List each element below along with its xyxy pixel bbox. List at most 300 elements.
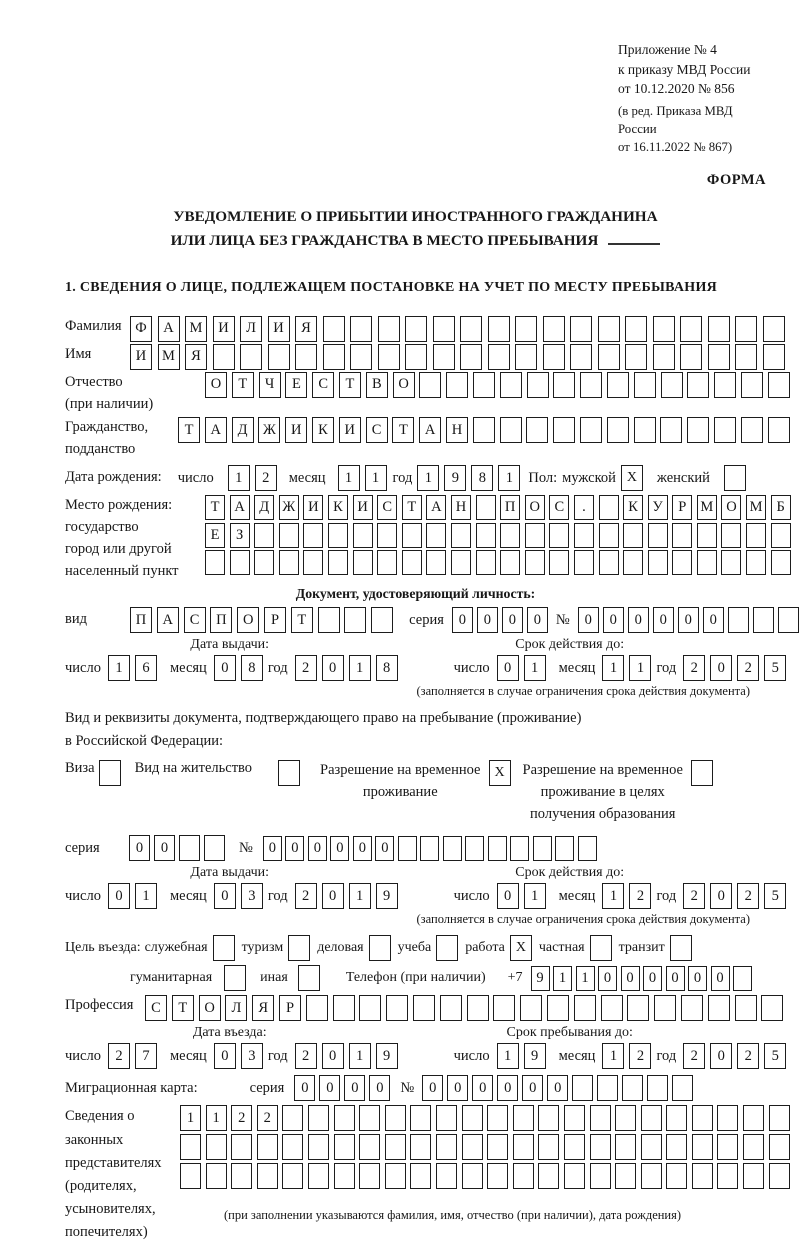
char-cell[interactable] bbox=[308, 1105, 329, 1131]
char-cell[interactable]: 0 bbox=[497, 883, 519, 909]
char-cell[interactable] bbox=[402, 550, 422, 575]
char-cell[interactable] bbox=[328, 550, 348, 575]
char-cell[interactable]: 1 bbox=[553, 966, 572, 991]
char-cell[interactable] bbox=[426, 523, 446, 548]
char-cell[interactable] bbox=[510, 836, 529, 861]
char-cell[interactable]: 9 bbox=[444, 465, 466, 491]
char-cell[interactable]: П bbox=[500, 495, 520, 520]
char-cell[interactable]: 1 bbox=[349, 1043, 371, 1069]
char-cell[interactable] bbox=[205, 550, 225, 575]
char-cell[interactable] bbox=[599, 523, 619, 548]
purpose-private-checkbox[interactable] bbox=[590, 935, 612, 961]
char-cell[interactable] bbox=[282, 1134, 303, 1160]
char-cell[interactable]: Ж bbox=[258, 417, 280, 443]
char-cell[interactable]: 2 bbox=[737, 883, 759, 909]
char-cell[interactable] bbox=[433, 316, 455, 342]
char-cell[interactable] bbox=[525, 550, 545, 575]
char-cell[interactable]: 0 bbox=[710, 1043, 732, 1069]
char-cell[interactable] bbox=[405, 316, 427, 342]
char-cell[interactable] bbox=[697, 550, 717, 575]
char-cell[interactable] bbox=[410, 1105, 431, 1131]
char-cell[interactable]: 1 bbox=[629, 655, 651, 681]
char-cell[interactable] bbox=[500, 523, 520, 548]
char-cell[interactable] bbox=[476, 550, 496, 575]
char-cell[interactable] bbox=[680, 316, 702, 342]
char-cell[interactable] bbox=[672, 523, 692, 548]
char-cell[interactable]: 7 bbox=[135, 1043, 157, 1069]
char-cell[interactable]: 1 bbox=[349, 883, 371, 909]
char-cell[interactable]: 1 bbox=[497, 1043, 519, 1069]
char-cell[interactable] bbox=[687, 372, 709, 398]
char-cell[interactable] bbox=[282, 1105, 303, 1131]
char-cell[interactable]: Д bbox=[232, 417, 254, 443]
char-cell[interactable]: 0 bbox=[688, 966, 707, 991]
char-cell[interactable] bbox=[743, 1134, 764, 1160]
visa-checkbox[interactable] bbox=[99, 760, 121, 786]
char-cell[interactable]: К bbox=[312, 417, 334, 443]
char-cell[interactable] bbox=[436, 1105, 457, 1131]
char-cell[interactable]: 0 bbox=[322, 655, 344, 681]
char-cell[interactable]: 1 bbox=[349, 655, 371, 681]
char-cell[interactable]: 2 bbox=[231, 1105, 252, 1131]
char-cell[interactable] bbox=[371, 607, 393, 633]
char-cell[interactable] bbox=[578, 836, 597, 861]
char-cell[interactable] bbox=[538, 1134, 559, 1160]
char-cell[interactable] bbox=[564, 1163, 585, 1189]
char-cell[interactable] bbox=[564, 1105, 585, 1131]
char-cell[interactable] bbox=[553, 417, 575, 443]
char-cell[interactable]: С bbox=[366, 417, 388, 443]
char-cell[interactable]: 1 bbox=[228, 465, 250, 491]
char-cell[interactable]: 0 bbox=[447, 1075, 468, 1101]
char-cell[interactable] bbox=[282, 1163, 303, 1189]
residence-permit-checkbox[interactable] bbox=[278, 760, 300, 786]
char-cell[interactable] bbox=[436, 1134, 457, 1160]
char-cell[interactable]: 2 bbox=[683, 883, 705, 909]
char-cell[interactable] bbox=[520, 995, 542, 1021]
char-cell[interactable]: 1 bbox=[108, 655, 130, 681]
char-cell[interactable] bbox=[350, 344, 372, 370]
char-cell[interactable] bbox=[180, 1134, 201, 1160]
gender-male-checkbox[interactable]: X bbox=[621, 465, 643, 491]
char-cell[interactable] bbox=[599, 550, 619, 575]
char-cell[interactable] bbox=[488, 344, 510, 370]
char-cell[interactable] bbox=[597, 1075, 618, 1101]
char-cell[interactable]: Т bbox=[392, 417, 414, 443]
char-cell[interactable] bbox=[473, 372, 495, 398]
char-cell[interactable] bbox=[385, 1163, 406, 1189]
char-cell[interactable]: И bbox=[268, 316, 290, 342]
char-cell[interactable]: М bbox=[185, 316, 207, 342]
char-cell[interactable] bbox=[666, 1134, 687, 1160]
char-cell[interactable]: 5 bbox=[764, 655, 786, 681]
char-cell[interactable] bbox=[735, 316, 757, 342]
char-cell[interactable]: 0 bbox=[375, 836, 394, 861]
char-cell[interactable] bbox=[538, 1163, 559, 1189]
char-cell[interactable] bbox=[440, 995, 462, 1021]
char-cell[interactable] bbox=[353, 550, 373, 575]
char-cell[interactable] bbox=[303, 550, 323, 575]
char-cell[interactable] bbox=[615, 1105, 636, 1131]
char-cell[interactable] bbox=[213, 344, 235, 370]
char-cell[interactable] bbox=[405, 344, 427, 370]
char-cell[interactable] bbox=[377, 523, 397, 548]
char-cell[interactable] bbox=[476, 495, 496, 520]
char-cell[interactable]: 1 bbox=[417, 465, 439, 491]
char-cell[interactable]: 2 bbox=[737, 655, 759, 681]
char-cell[interactable]: 1 bbox=[180, 1105, 201, 1131]
char-cell[interactable] bbox=[599, 495, 619, 520]
char-cell[interactable] bbox=[525, 523, 545, 548]
char-cell[interactable] bbox=[413, 995, 435, 1021]
char-cell[interactable]: Е bbox=[205, 523, 225, 548]
char-cell[interactable]: 0 bbox=[263, 836, 282, 861]
char-cell[interactable]: У bbox=[648, 495, 668, 520]
char-cell[interactable]: Н bbox=[451, 495, 471, 520]
char-cell[interactable] bbox=[761, 995, 783, 1021]
char-cell[interactable]: О bbox=[199, 995, 221, 1021]
char-cell[interactable]: Б bbox=[771, 495, 791, 520]
char-cell[interactable] bbox=[741, 372, 763, 398]
char-cell[interactable] bbox=[634, 372, 656, 398]
char-cell[interactable] bbox=[350, 316, 372, 342]
char-cell[interactable]: Я bbox=[185, 344, 207, 370]
char-cell[interactable] bbox=[692, 1163, 713, 1189]
char-cell[interactable] bbox=[500, 417, 522, 443]
char-cell[interactable] bbox=[378, 344, 400, 370]
char-cell[interactable]: Т bbox=[172, 995, 194, 1021]
char-cell[interactable] bbox=[680, 344, 702, 370]
char-cell[interactable] bbox=[549, 523, 569, 548]
char-cell[interactable] bbox=[641, 1105, 662, 1131]
char-cell[interactable]: 0 bbox=[369, 1075, 390, 1101]
char-cell[interactable]: 1 bbox=[338, 465, 360, 491]
char-cell[interactable] bbox=[580, 372, 602, 398]
char-cell[interactable]: 0 bbox=[322, 1043, 344, 1069]
char-cell[interactable] bbox=[353, 523, 373, 548]
char-cell[interactable] bbox=[743, 1105, 764, 1131]
char-cell[interactable] bbox=[306, 995, 328, 1021]
char-cell[interactable] bbox=[733, 966, 752, 991]
char-cell[interactable] bbox=[308, 1163, 329, 1189]
char-cell[interactable]: 2 bbox=[255, 465, 277, 491]
char-cell[interactable] bbox=[204, 835, 225, 861]
char-cell[interactable] bbox=[231, 1163, 252, 1189]
char-cell[interactable] bbox=[741, 417, 763, 443]
char-cell[interactable] bbox=[318, 607, 340, 633]
char-cell[interactable] bbox=[598, 316, 620, 342]
char-cell[interactable]: 1 bbox=[135, 883, 157, 909]
char-cell[interactable]: 3 bbox=[241, 883, 263, 909]
char-cell[interactable] bbox=[377, 550, 397, 575]
char-cell[interactable] bbox=[179, 835, 200, 861]
char-cell[interactable] bbox=[641, 1163, 662, 1189]
char-cell[interactable]: 0 bbox=[578, 607, 599, 633]
char-cell[interactable] bbox=[769, 1134, 790, 1160]
purpose-other-checkbox[interactable] bbox=[298, 965, 320, 991]
char-cell[interactable] bbox=[359, 1134, 380, 1160]
char-cell[interactable]: Т bbox=[291, 607, 313, 633]
char-cell[interactable] bbox=[465, 836, 484, 861]
char-cell[interactable]: 0 bbox=[598, 966, 617, 991]
char-cell[interactable] bbox=[493, 995, 515, 1021]
char-cell[interactable] bbox=[426, 550, 446, 575]
char-cell[interactable] bbox=[687, 417, 709, 443]
char-cell[interactable]: . bbox=[574, 495, 594, 520]
char-cell[interactable] bbox=[500, 550, 520, 575]
char-cell[interactable] bbox=[500, 372, 522, 398]
char-cell[interactable] bbox=[769, 1105, 790, 1131]
char-cell[interactable] bbox=[555, 836, 574, 861]
char-cell[interactable]: 0 bbox=[319, 1075, 340, 1101]
char-cell[interactable] bbox=[420, 836, 439, 861]
char-cell[interactable] bbox=[714, 417, 736, 443]
char-cell[interactable] bbox=[660, 417, 682, 443]
char-cell[interactable]: С bbox=[377, 495, 397, 520]
purpose-humanitarian-checkbox[interactable] bbox=[224, 965, 246, 991]
char-cell[interactable]: О bbox=[721, 495, 741, 520]
char-cell[interactable]: 0 bbox=[527, 607, 548, 633]
char-cell[interactable] bbox=[648, 550, 668, 575]
char-cell[interactable]: 1 bbox=[576, 966, 595, 991]
char-cell[interactable] bbox=[653, 316, 675, 342]
char-cell[interactable]: 1 bbox=[365, 465, 387, 491]
char-cell[interactable] bbox=[513, 1134, 534, 1160]
char-cell[interactable]: О bbox=[205, 372, 227, 398]
char-cell[interactable] bbox=[436, 1163, 457, 1189]
char-cell[interactable]: О bbox=[393, 372, 415, 398]
char-cell[interactable] bbox=[378, 316, 400, 342]
char-cell[interactable] bbox=[768, 417, 790, 443]
char-cell[interactable]: 0 bbox=[643, 966, 662, 991]
char-cell[interactable] bbox=[717, 1134, 738, 1160]
char-cell[interactable]: 0 bbox=[214, 655, 236, 681]
char-cell[interactable] bbox=[746, 523, 766, 548]
char-cell[interactable]: С bbox=[312, 372, 334, 398]
char-cell[interactable]: И bbox=[130, 344, 152, 370]
char-cell[interactable]: А bbox=[230, 495, 250, 520]
char-cell[interactable] bbox=[333, 995, 355, 1021]
char-cell[interactable] bbox=[460, 344, 482, 370]
char-cell[interactable] bbox=[257, 1134, 278, 1160]
char-cell[interactable]: 0 bbox=[710, 883, 732, 909]
char-cell[interactable] bbox=[328, 523, 348, 548]
char-cell[interactable] bbox=[771, 523, 791, 548]
char-cell[interactable]: М bbox=[746, 495, 766, 520]
char-cell[interactable] bbox=[625, 344, 647, 370]
char-cell[interactable]: 8 bbox=[241, 655, 263, 681]
char-cell[interactable]: Е bbox=[285, 372, 307, 398]
char-cell[interactable] bbox=[607, 372, 629, 398]
char-cell[interactable] bbox=[625, 316, 647, 342]
char-cell[interactable] bbox=[692, 1134, 713, 1160]
char-cell[interactable] bbox=[527, 372, 549, 398]
char-cell[interactable] bbox=[359, 995, 381, 1021]
char-cell[interactable] bbox=[487, 1134, 508, 1160]
char-cell[interactable] bbox=[708, 344, 730, 370]
char-cell[interactable] bbox=[598, 344, 620, 370]
char-cell[interactable] bbox=[473, 417, 495, 443]
char-cell[interactable] bbox=[410, 1134, 431, 1160]
char-cell[interactable] bbox=[623, 523, 643, 548]
char-cell[interactable]: 0 bbox=[154, 835, 175, 861]
char-cell[interactable] bbox=[533, 836, 552, 861]
char-cell[interactable] bbox=[410, 1163, 431, 1189]
char-cell[interactable]: 9 bbox=[376, 1043, 398, 1069]
char-cell[interactable]: И bbox=[285, 417, 307, 443]
char-cell[interactable] bbox=[574, 995, 596, 1021]
char-cell[interactable]: Ф bbox=[130, 316, 152, 342]
char-cell[interactable] bbox=[601, 995, 623, 1021]
char-cell[interactable]: Ч bbox=[259, 372, 281, 398]
char-cell[interactable] bbox=[359, 1163, 380, 1189]
char-cell[interactable]: 0 bbox=[452, 607, 473, 633]
char-cell[interactable] bbox=[590, 1134, 611, 1160]
char-cell[interactable]: В bbox=[366, 372, 388, 398]
char-cell[interactable] bbox=[303, 523, 323, 548]
char-cell[interactable]: 0 bbox=[497, 1075, 518, 1101]
char-cell[interactable] bbox=[648, 523, 668, 548]
char-cell[interactable] bbox=[385, 1105, 406, 1131]
char-cell[interactable]: А bbox=[426, 495, 446, 520]
char-cell[interactable]: Д bbox=[254, 495, 274, 520]
char-cell[interactable] bbox=[359, 1105, 380, 1131]
char-cell[interactable] bbox=[386, 995, 408, 1021]
char-cell[interactable] bbox=[279, 550, 299, 575]
char-cell[interactable] bbox=[717, 1163, 738, 1189]
char-cell[interactable] bbox=[515, 344, 537, 370]
char-cell[interactable] bbox=[443, 836, 462, 861]
char-cell[interactable]: Р bbox=[279, 995, 301, 1021]
temp-residence-edu-checkbox[interactable] bbox=[691, 760, 713, 786]
char-cell[interactable] bbox=[590, 1163, 611, 1189]
char-cell[interactable] bbox=[666, 1105, 687, 1131]
char-cell[interactable] bbox=[574, 550, 594, 575]
char-cell[interactable]: 1 bbox=[602, 1043, 624, 1069]
char-cell[interactable] bbox=[681, 995, 703, 1021]
char-cell[interactable] bbox=[615, 1134, 636, 1160]
char-cell[interactable]: 2 bbox=[295, 883, 317, 909]
char-cell[interactable]: 5 bbox=[764, 1043, 786, 1069]
char-cell[interactable] bbox=[763, 344, 785, 370]
char-cell[interactable] bbox=[344, 607, 366, 633]
char-cell[interactable]: 2 bbox=[629, 1043, 651, 1069]
char-cell[interactable]: 0 bbox=[353, 836, 372, 861]
char-cell[interactable]: Р bbox=[672, 495, 692, 520]
char-cell[interactable] bbox=[476, 523, 496, 548]
char-cell[interactable] bbox=[753, 607, 774, 633]
char-cell[interactable]: 1 bbox=[206, 1105, 227, 1131]
char-cell[interactable] bbox=[666, 1163, 687, 1189]
char-cell[interactable]: 0 bbox=[344, 1075, 365, 1101]
char-cell[interactable] bbox=[721, 550, 741, 575]
char-cell[interactable] bbox=[462, 1163, 483, 1189]
char-cell[interactable]: Н bbox=[446, 417, 468, 443]
char-cell[interactable]: 0 bbox=[477, 607, 498, 633]
char-cell[interactable] bbox=[623, 550, 643, 575]
char-cell[interactable] bbox=[462, 1134, 483, 1160]
char-cell[interactable]: 2 bbox=[257, 1105, 278, 1131]
char-cell[interactable]: 2 bbox=[737, 1043, 759, 1069]
char-cell[interactable]: 0 bbox=[472, 1075, 493, 1101]
char-cell[interactable]: 0 bbox=[285, 836, 304, 861]
char-cell[interactable]: 0 bbox=[628, 607, 649, 633]
char-cell[interactable] bbox=[654, 995, 676, 1021]
char-cell[interactable]: 0 bbox=[214, 883, 236, 909]
char-cell[interactable] bbox=[385, 1134, 406, 1160]
char-cell[interactable] bbox=[451, 550, 471, 575]
char-cell[interactable]: М bbox=[158, 344, 180, 370]
char-cell[interactable]: И bbox=[339, 417, 361, 443]
char-cell[interactable]: А bbox=[205, 417, 227, 443]
char-cell[interactable]: 0 bbox=[603, 607, 624, 633]
char-cell[interactable]: О bbox=[525, 495, 545, 520]
char-cell[interactable] bbox=[460, 316, 482, 342]
char-cell[interactable]: 5 bbox=[764, 883, 786, 909]
char-cell[interactable]: 0 bbox=[710, 655, 732, 681]
char-cell[interactable] bbox=[543, 344, 565, 370]
gender-female-checkbox[interactable] bbox=[724, 465, 746, 491]
char-cell[interactable]: Т bbox=[178, 417, 200, 443]
char-cell[interactable]: 0 bbox=[214, 1043, 236, 1069]
char-cell[interactable] bbox=[323, 344, 345, 370]
char-cell[interactable]: 0 bbox=[308, 836, 327, 861]
char-cell[interactable] bbox=[574, 523, 594, 548]
char-cell[interactable]: П bbox=[210, 607, 232, 633]
purpose-work-checkbox[interactable]: X bbox=[510, 935, 532, 961]
char-cell[interactable] bbox=[763, 316, 785, 342]
char-cell[interactable] bbox=[714, 372, 736, 398]
char-cell[interactable]: 0 bbox=[322, 883, 344, 909]
char-cell[interactable]: Л bbox=[240, 316, 262, 342]
char-cell[interactable] bbox=[180, 1163, 201, 1189]
char-cell[interactable]: 2 bbox=[295, 655, 317, 681]
char-cell[interactable] bbox=[570, 344, 592, 370]
char-cell[interactable] bbox=[672, 550, 692, 575]
char-cell[interactable] bbox=[717, 1105, 738, 1131]
char-cell[interactable] bbox=[231, 1134, 252, 1160]
char-cell[interactable]: П bbox=[130, 607, 152, 633]
char-cell[interactable]: 9 bbox=[524, 1043, 546, 1069]
char-cell[interactable]: 3 bbox=[241, 1043, 263, 1069]
char-cell[interactable] bbox=[487, 1163, 508, 1189]
purpose-transit-checkbox[interactable] bbox=[670, 935, 692, 961]
char-cell[interactable]: 0 bbox=[711, 966, 730, 991]
char-cell[interactable]: 0 bbox=[497, 655, 519, 681]
char-cell[interactable] bbox=[647, 1075, 668, 1101]
char-cell[interactable] bbox=[549, 550, 569, 575]
char-cell[interactable] bbox=[570, 316, 592, 342]
temp-residence-checkbox[interactable]: X bbox=[489, 760, 511, 786]
char-cell[interactable]: И bbox=[303, 495, 323, 520]
char-cell[interactable] bbox=[515, 316, 537, 342]
char-cell[interactable]: А bbox=[158, 316, 180, 342]
char-cell[interactable]: Р bbox=[264, 607, 286, 633]
char-cell[interactable] bbox=[254, 550, 274, 575]
char-cell[interactable] bbox=[308, 1134, 329, 1160]
char-cell[interactable]: Я bbox=[295, 316, 317, 342]
char-cell[interactable]: 0 bbox=[703, 607, 724, 633]
char-cell[interactable] bbox=[257, 1163, 278, 1189]
char-cell[interactable]: 9 bbox=[531, 966, 550, 991]
purpose-study-checkbox[interactable] bbox=[436, 935, 458, 961]
char-cell[interactable] bbox=[206, 1134, 227, 1160]
char-cell[interactable]: 0 bbox=[502, 607, 523, 633]
char-cell[interactable]: 0 bbox=[547, 1075, 568, 1101]
char-cell[interactable] bbox=[334, 1163, 355, 1189]
char-cell[interactable]: 2 bbox=[295, 1043, 317, 1069]
char-cell[interactable]: Я bbox=[252, 995, 274, 1021]
